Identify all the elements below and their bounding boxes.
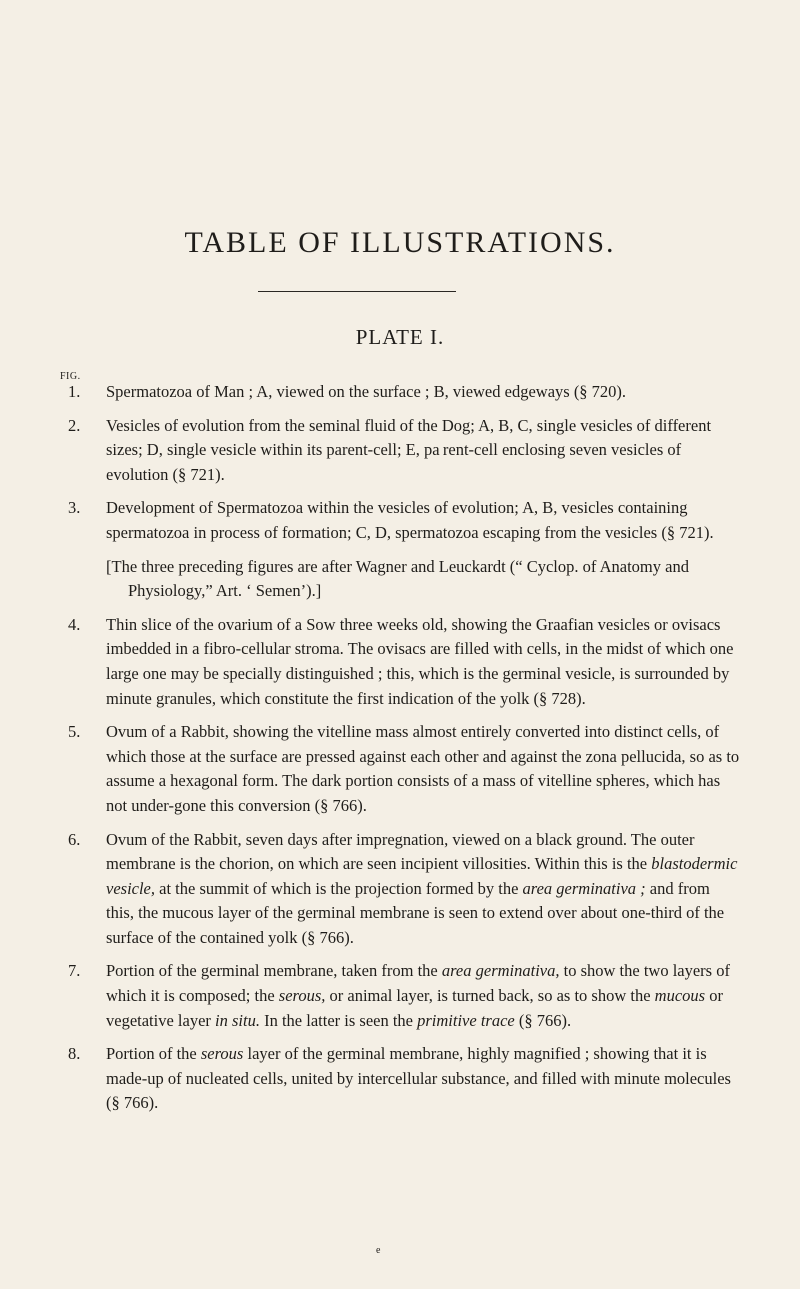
source-note-text: [The three preceding figures are after Wagner and Leuckardt (“ Cyclop. of Anatomy and Physiology,” Art. ‘ Semen’).] — [106, 556, 689, 601]
figure-number: 8. — [68, 1044, 81, 1064]
source-note — [60, 555, 740, 604]
figure-entry — [60, 380, 740, 405]
figure-number: 4. — [68, 614, 81, 634]
caption-italic-term: area germinativa, — [441, 961, 560, 981]
figure-number: 6. — [68, 829, 81, 849]
caption-text: Portion of the germinal membrane, taken from the — [106, 961, 442, 981]
figure-caption — [106, 959, 740, 1033]
caption-italic-term: blastodermic vesicle, — [106, 854, 738, 898]
caption-text: Ovum of the Rabbit, seven days after impregnation, viewed on a black ground. The outer membrane is the chorion, on which are seen incipient villosities. Within this is the — [106, 829, 695, 874]
fig-column-label: FIG. — [60, 371, 81, 382]
caption-text: and from this, the mucous layer of the germinal membrane is seen to extend over about one-third of the surface of the contained yolk (§ 766). — [106, 878, 725, 947]
page-title: TABLE OF ILLUSTRATIONS. — [184, 226, 616, 259]
figure-caption: Vesicles of evolution from the seminal fluid of the Dog; A, B, C, single vesicles of different sizes; D, single vesicle within its parent-cell; E, pa rent-cell enclosing seven vesicles of evolution (§ 721). — [106, 415, 712, 484]
plate-heading: PLATE I. — [355, 325, 445, 349]
figure-entry — [60, 496, 740, 545]
caption-italic-term: primitive trace — [417, 1010, 515, 1030]
figure-number: 5. — [68, 722, 81, 742]
figure-entry — [60, 613, 740, 711]
figure-number: 1. — [68, 382, 81, 401]
figure-number: 2. — [68, 415, 81, 435]
figure-entry — [60, 414, 740, 488]
figure-number: 7. — [68, 961, 81, 981]
caption-italic-term: in situ. — [215, 1010, 260, 1030]
figure-caption: Thin slice of the ovarium of a Sow three weeks old, showing the Graafian vesicles or ovisacs imbedded in a fibro-cellular stroma. The ovisacs are filled with cells, in the midst of which one large one may be specially distinguished ; this, which is the germinal vesicle, is surrounded by minute granules, which constitute the first indication of the yolk (§ 728). — [106, 614, 734, 708]
figure-entry — [60, 828, 740, 951]
caption-text: layer of the germinal membrane, highly magnified ; showing that it is made-up of nucleated cells, united by intercellular substance, and filled with minute molecules (§ 766). — [106, 1044, 731, 1113]
caption-text: In the latter is seen the — [259, 1010, 418, 1030]
caption-italic-term: area germinativa ; — [522, 878, 646, 898]
figure-caption — [106, 1042, 740, 1116]
figure-caption: Development of Spermatozoa within the vesicles of evolution; A, B, vesicles containing spermatozoa in process of formation; C, D, spermatozoa escaping from the vesicles (§ 721). — [106, 498, 714, 542]
caption-italic-term: serous, — [278, 986, 326, 1006]
caption-text: or animal layer, is turned back, so as to show the — [325, 986, 655, 1006]
caption-italic-term: serous — [200, 1044, 244, 1064]
caption-italic-term: mucous — [654, 986, 706, 1006]
caption-text: to show the two layers of which it is composed; the — [106, 961, 730, 1006]
signature-mark: e — [376, 1245, 381, 1256]
caption-text: at the summit of which is the projection formed by the — [155, 878, 523, 898]
caption-text: or vegetative layer — [106, 986, 723, 1030]
figure-caption — [106, 828, 740, 951]
figure-caption: Spermatozoa of Man ; A, viewed on the surface ; B, viewed edgeways (§ 720). — [106, 382, 627, 401]
figure-entry — [60, 959, 740, 1033]
title-rule — [258, 291, 456, 292]
figure-list — [60, 380, 740, 1125]
figure-entry — [60, 720, 740, 818]
figure-entry — [60, 1042, 740, 1116]
caption-text: (§ 766). — [514, 1010, 572, 1030]
figure-number: 3. — [68, 498, 81, 518]
figure-caption: Ovum of a Rabbit, showing the vitelline mass almost entirely converted into distinct cells, of which those at the surface are pressed against each other and against the zona pellucida, so as to assume a hexagonal form. The dark portion consists of a mass of vitelline spheres, which has not under-gone this conversion (§ 766). — [106, 722, 740, 815]
caption-text: Portion of the — [106, 1044, 201, 1064]
